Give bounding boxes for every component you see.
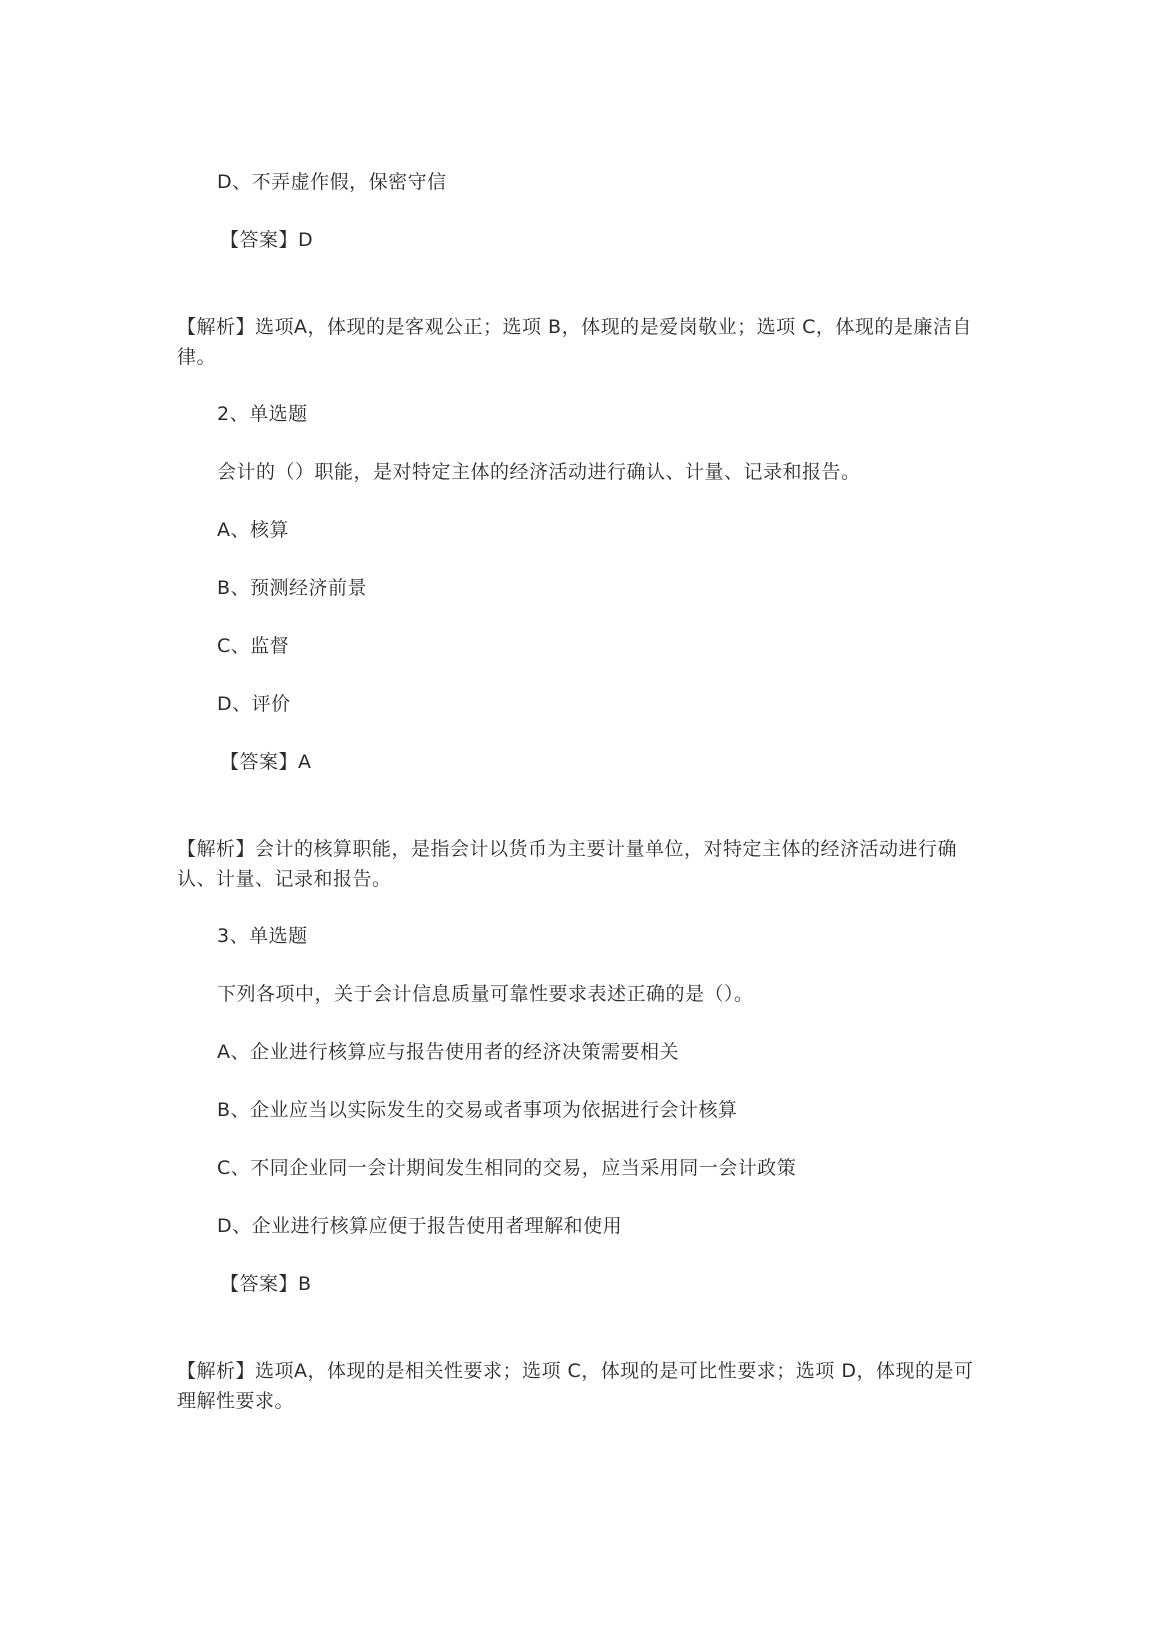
q3-option-d: D、企业进行核算应便于报告使用者理解和使用 <box>217 1215 623 1237</box>
q3-analysis: 【解析】选项A，体现的是相关性要求；选项 C，体现的是可比性要求；选项 D，体现的是可理解性要求。 <box>177 1360 974 1412</box>
q3-option-a: A、企业进行核算应与报告使用者的经济决策需要相关 <box>217 1041 679 1063</box>
q2-option-c: C、监督 <box>217 635 290 657</box>
q2-option-d: D、评价 <box>217 693 291 715</box>
q2-answer: 【答案】A <box>220 751 312 773</box>
q3-option-c: C、不同企业同一会计期间发生相同的交易，应当采用同一会计政策 <box>217 1157 797 1179</box>
q2-number: 2、单选题 <box>217 403 308 425</box>
q2-option-a: A、核算 <box>217 519 289 541</box>
q3-option-b: B、企业应当以实际发生的交易或者事项为依据进行会计核算 <box>217 1099 738 1121</box>
q2-option-b: B、预测经济前景 <box>217 577 368 599</box>
q3-answer: 【答案】B <box>220 1273 312 1295</box>
q1-option-d: D、不弄虚作假，保密守信 <box>217 171 447 193</box>
q3-stem: 下列各项中，关于会计信息质量可靠性要求表述正确的是（）。 <box>217 983 754 1005</box>
q3-number: 3、单选题 <box>217 925 308 947</box>
q1-answer: 【答案】D <box>220 229 314 251</box>
q2-analysis: 【解析】会计的核算职能，是指会计以货币为主要计量单位，对特定主体的经济活动进行确认、计量、记录和报告。 <box>177 838 958 890</box>
q1-analysis: 【解析】选项A，体现的是客观公正；选项 B，体现的是爱岗敬业；选项 C，体现的是廉洁自律。 <box>177 316 972 368</box>
q2-stem: 会计的（）职能，是对特定主体的经济活动进行确认、计量、记录和报告。 <box>217 461 861 483</box>
